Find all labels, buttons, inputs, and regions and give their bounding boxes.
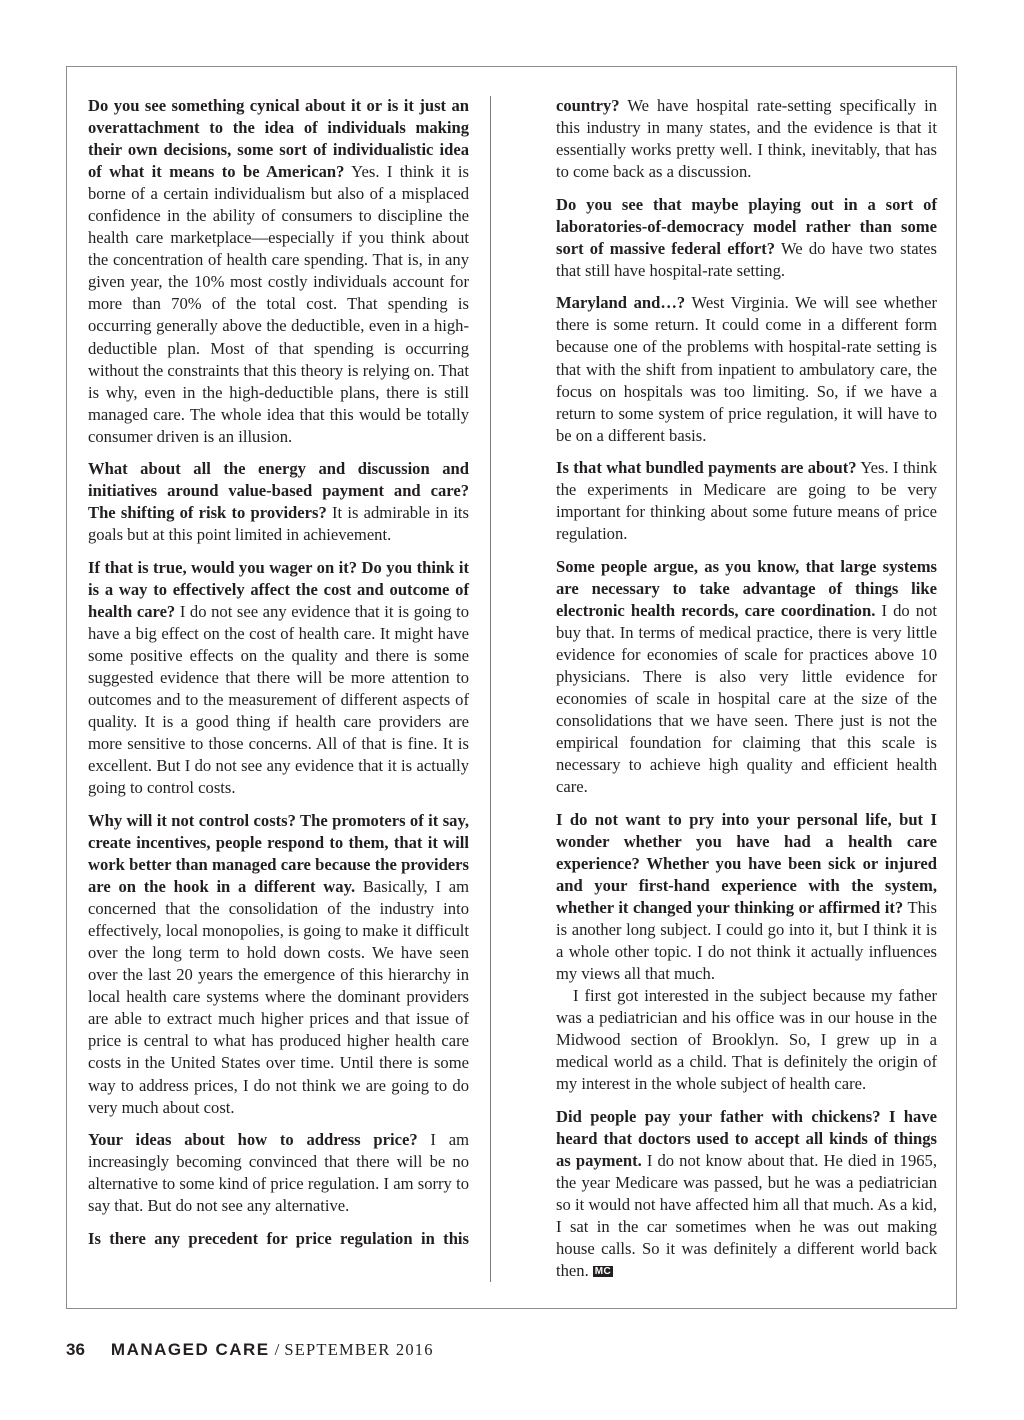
page-number: 36 [66, 1340, 85, 1359]
question-text: country? [556, 96, 620, 115]
question-text: Maryland and…? [556, 293, 686, 313]
qa-paragraph [556, 556, 937, 799]
question-text: Your ideas about how to address price? [88, 1130, 418, 1150]
page-footer [66, 1340, 434, 1360]
answer-text: It is admirable in its goals but at this point limited in achievement. [88, 503, 469, 545]
question-text: I do not want to pry into your personal life, but I wonder whether you have had a health care experience? Whether you have been sick or injured and your first-hand experience with the system, whether it changed your thinking or affirmed it? [556, 809, 937, 918]
answer-text: I first got interested in the subject because my father was a pediatrician and his office was in our house in the Midwood section of Brooklyn. So, I grew up in a medical world as a child. That is definitely the origin of my interest in the whole subject of health care. [556, 986, 937, 1094]
qa-paragraph [556, 1106, 937, 1282]
end-mark-badge: MC [594, 1266, 612, 1278]
answer-text: Yes. I think the experiments in Medicare are going to be very important for thinking about some future means of price regulation. [556, 458, 937, 544]
answer-text: I do not see any evidence that it is going to have a big effect on the cost of health care. It might have some positive effects on the quality and there is some suggested evidence that there will be more attention to outcomes and to the measurement of different aspects of quality. It is a good thing if health care providers are more sensitive to those concerns. All of that is fine. It is excellent. But I do not see any evidence that it is actually going to control costs. [88, 602, 469, 798]
question-text: Do you see something cynical about it or is it just an overattachment to the idea of individuals making their own decisions, some sort of individualistic idea of what it means to be American? [88, 96, 469, 182]
question-text: What about all the energy and discussion and initiatives around value-based payment and care? The shifting of risk to providers? [88, 459, 469, 523]
answer-text: We do have two states that still have hospital-rate setting. [556, 238, 937, 280]
answer-text: I do not know about that. He died in 1965, the year Medicare was passed, but he was a pediatrician so it would not have affected him all that much. As a kid, I sat in the car sometimes when he was out making house calls. So it was definitely a different world back then. [556, 1151, 937, 1281]
body-paragraph [556, 985, 937, 1095]
answer-text: I do not buy that. In terms of medical practice, there is very little evidence for economies of scale for practices above 10 physicians. There is also very little evidence for economies of scale in hospital care at the size of the consolidations that we have seen. There just is not the empirical foundation for claiming that this scale is necessary to achieve high quality and efficient health care. [556, 600, 937, 797]
question-text: Why will it not control costs? The promoters of it say, create incentives, people respond to them, that it will work better than managed care because the providers are on the hook in a different way. [88, 810, 469, 897]
qa-paragraph [556, 457, 937, 545]
qa-paragraph [88, 1228, 469, 1250]
left-column [88, 95, 469, 1260]
qa-paragraph [88, 1129, 469, 1217]
qa-paragraph [88, 810, 469, 1119]
footer-separator: / [274, 1340, 280, 1359]
column-divider [490, 96, 491, 1282]
magazine-title: MANAGED CARE [110, 1340, 270, 1359]
qa-paragraph [88, 95, 469, 448]
question-text: Some people argue, as you know, that large systems are necessary to take advantage of things like electronic health records, care coordination. [556, 556, 937, 620]
question-text: Is that what bundled payments are about? [556, 458, 857, 478]
qa-paragraph [556, 194, 937, 282]
issue-date: SEPTEMBER 2016 [284, 1340, 434, 1359]
question-text: If that is true, would you wager on it? Do you think it is a way to effectively affect the cost and outcome of health care? [88, 557, 469, 622]
answer-text: West Virginia. We will see whether there is some return. It could come in a different form because one of the problems with hospital-rate setting is that with the shift from inpatient to ambulatory care, the focus on hospitals was too limiting. So, if we have a return to some system of price regulation, it will have to be on a different basis. [556, 293, 937, 445]
qa-paragraph [556, 292, 937, 446]
question-text: Do you see that maybe playing out in a sort of laboratories-of-democracy model rather than some sort of massive federal effort? [556, 194, 937, 258]
question-text: Is there any precedent for price regulation in this [88, 1228, 469, 1248]
qa-paragraph [88, 557, 469, 800]
answer-text: Yes. I think it is borne of a certain individualism but also of a misplaced confidence in the ability of consumers to discipline the health care marketplace—especially if you think about the concentration of health care spending. That is, in any given year, the 10% most costly individuals account for more than 70% of the total cost. That spending is occurring generally above the deductible, even in a high-deductible plan. Most of that spending is occurring without the constraints that this theory is relying on. That is why, even in the high-deductible plans, there is still managed care. The whole idea that this would be totally consumer driven is an illusion. [88, 162, 469, 446]
answer-text: Basically, I am concerned that the consolidation of the industry into effectively, local monopolies, is going to make it difficult over the long term to hold down costs. We have seen over the last 20 years the emergence of this hierarchy in local health care systems where the dominant providers are able to extract much higher prices and that issue of price is central to what has produced higher health care costs in the United States over time. Until there is some way to address prices, I do not think we are going to do very much about cost. [88, 877, 469, 1117]
right-column [556, 95, 937, 1293]
answer-text: We have hospital rate-setting specifically in this industry in many states, and the evidence is that it essentially works pretty well. I think, inevitably, that has to come back as a discussion. [556, 96, 937, 182]
qa-paragraph [556, 809, 937, 985]
answer-text: This is another long subject. I could go into it, but I think it is a whole other topic. I do not think it actually influences my views all that much. [556, 898, 937, 984]
question-text: Did people pay your father with chickens? I have heard that doctors used to accept all kinds of things as payment. [556, 1107, 937, 1171]
qa-paragraph [88, 458, 469, 546]
answer-text: I am increasingly becoming convinced that there will be no alternative to some kind of price regulation. I am sorry to say that. But do not see any alternative. [88, 1130, 469, 1216]
qa-paragraph [556, 95, 937, 183]
